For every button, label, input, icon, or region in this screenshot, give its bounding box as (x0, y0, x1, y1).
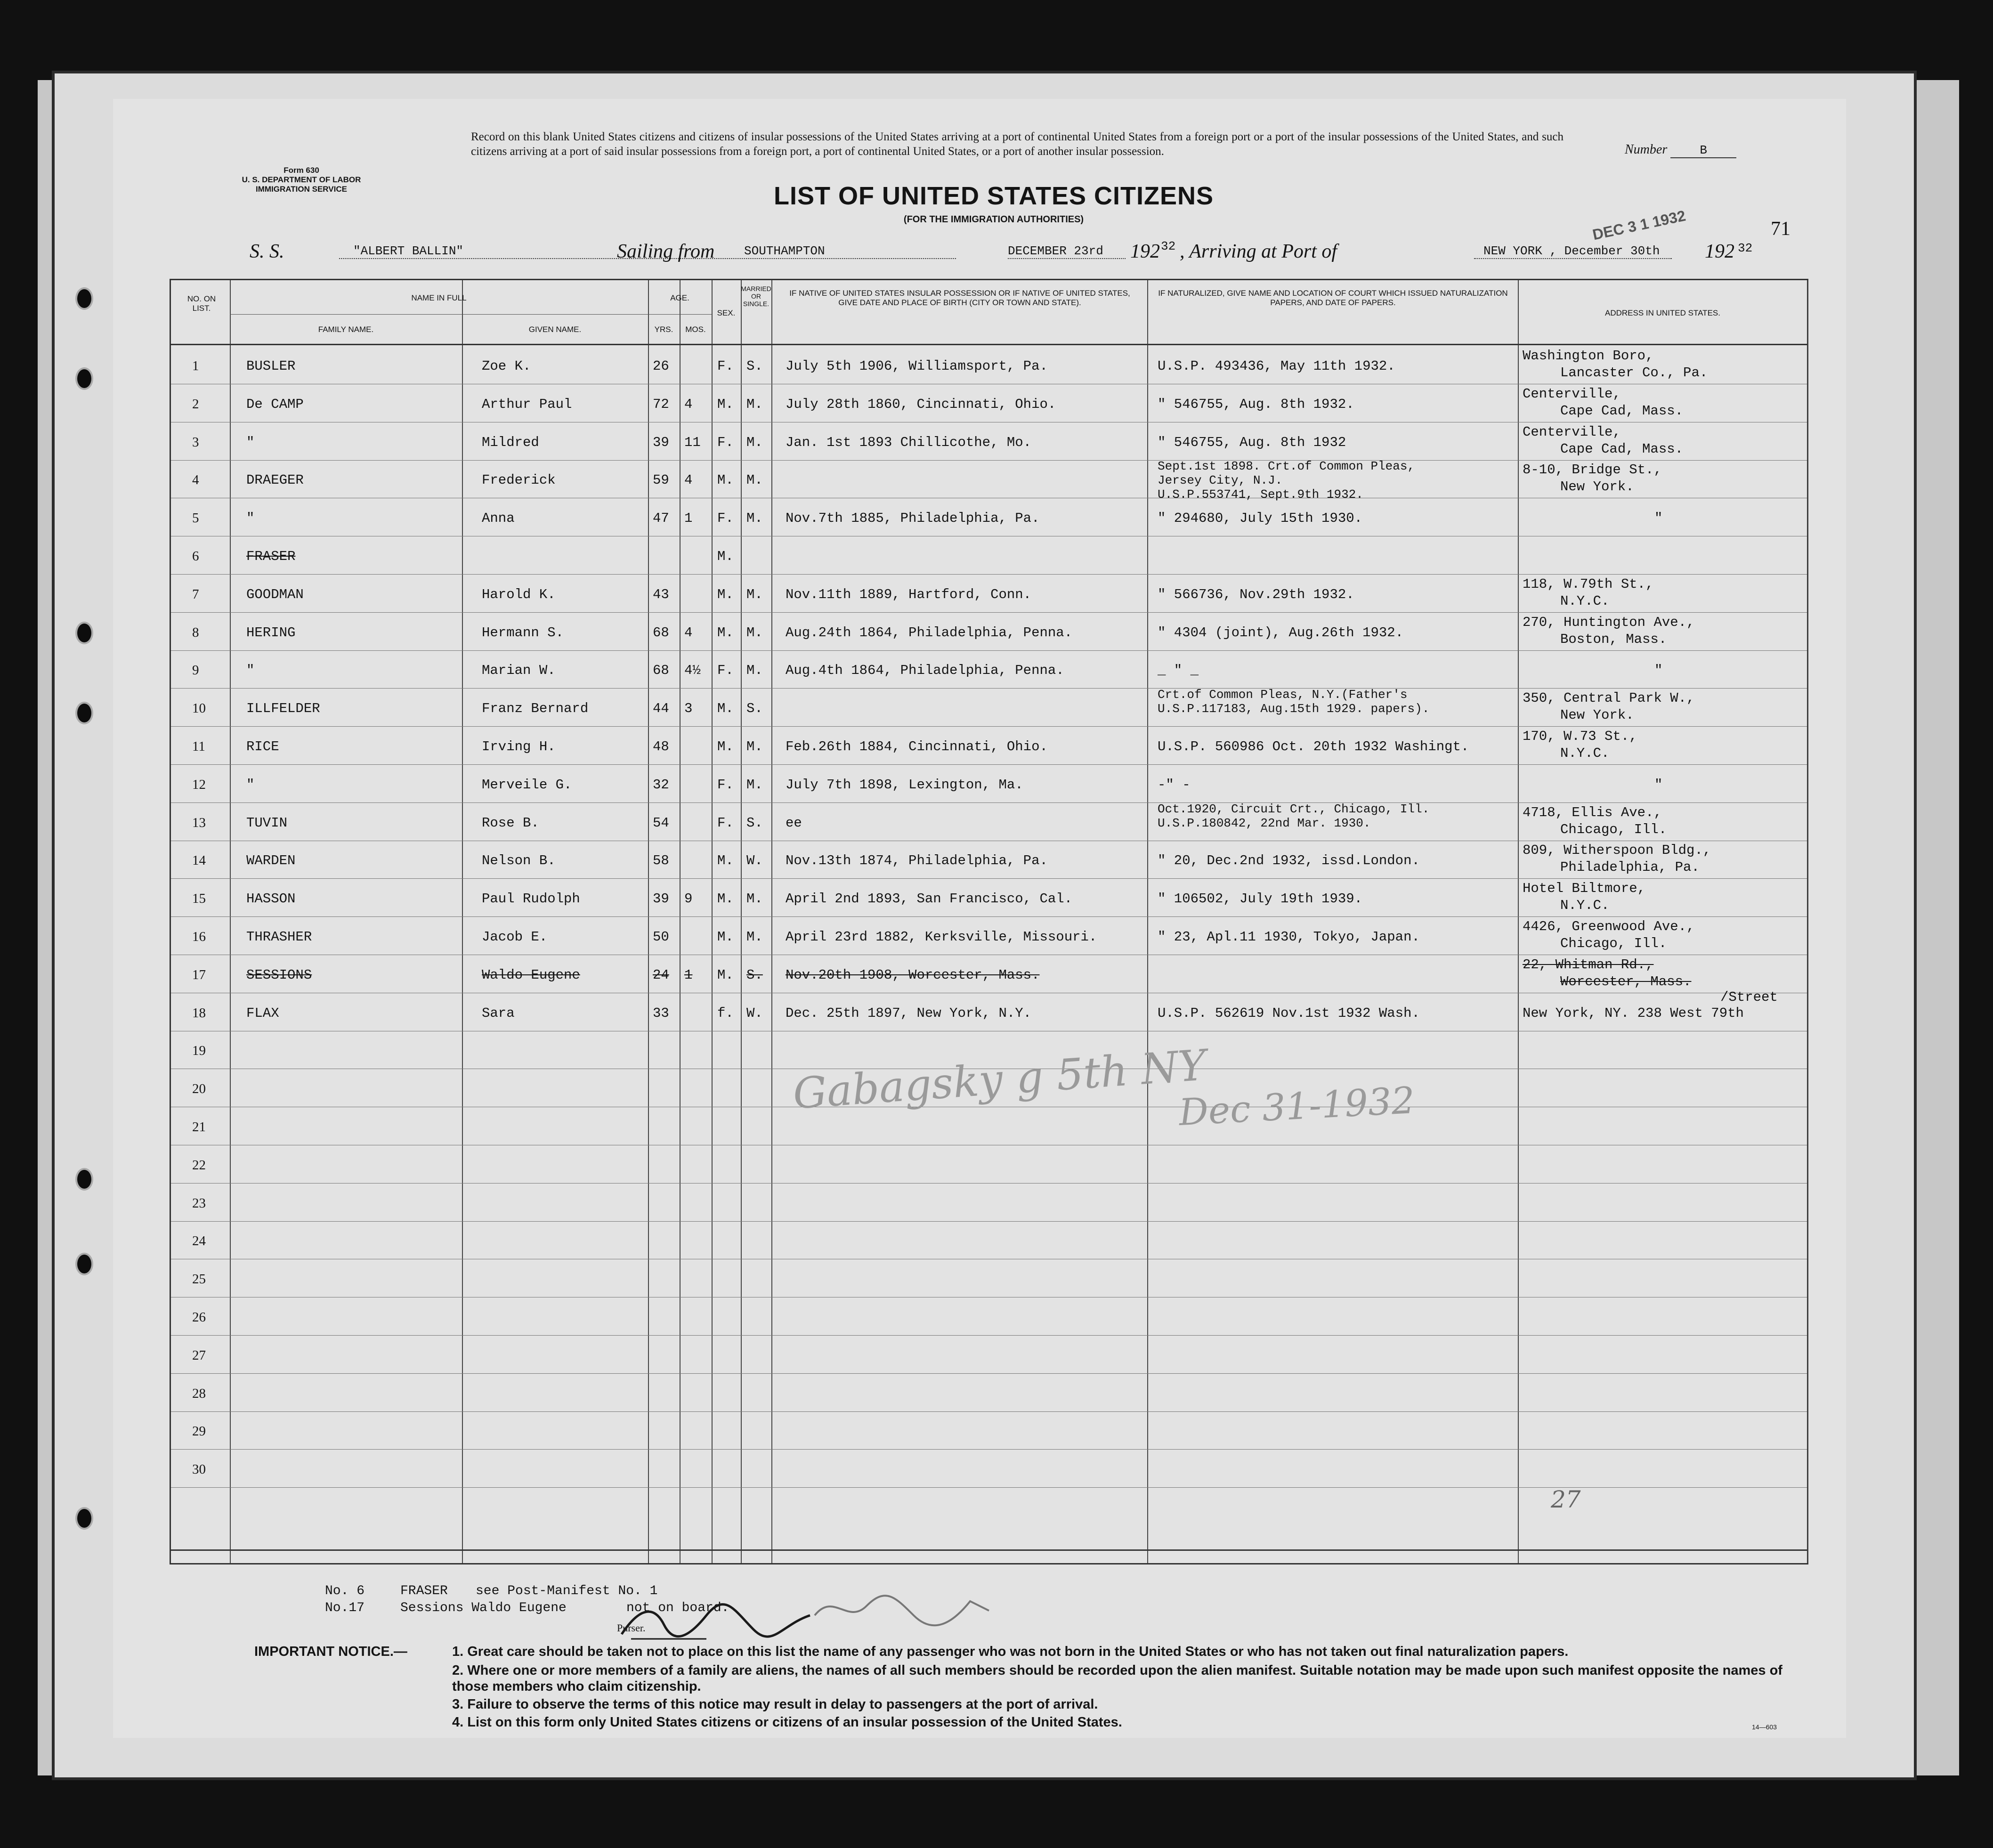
footer-line1-name: FRASER (400, 1584, 448, 1598)
address-line-1: 4426, Greenwood Ave., (1523, 919, 1695, 934)
binder-hole (75, 622, 93, 644)
binder-hole (75, 702, 93, 724)
given-name: Marian W. (482, 663, 556, 679)
table-row (171, 1145, 1807, 1183)
row-number: 21 (192, 1119, 206, 1135)
table-row (171, 803, 1807, 841)
department-name: U. S. DEPARTMENT OF LABOR (242, 175, 361, 184)
row-number: 6 (192, 549, 199, 564)
family-name: " (246, 663, 255, 679)
notice-lead: IMPORTANT NOTICE.— (254, 1644, 407, 1659)
table-row (171, 689, 1807, 726)
given-name: Nelson B. (482, 853, 556, 869)
name-subheader-rule (230, 314, 648, 315)
naturalization-2: U.S.P.117183, Aug.15th 1929. papers). (1158, 702, 1430, 716)
age-years: 68 (653, 624, 669, 640)
given-name: Zoe K. (482, 358, 531, 374)
age-years: 54 (653, 815, 669, 831)
sex: M. (717, 891, 734, 907)
naturalization-1: " 4304 (joint), Aug.26th 1932. (1158, 624, 1404, 640)
arrival-year-prefix: 192 (1705, 241, 1734, 262)
col-header-naturalized: IF NATURALIZED, GIVE NAME AND LOCATION OF COURT WHICH ISSUED NATURALIZATION PAPERS, AND DATE OF PAPERS. (1158, 289, 1508, 307)
inspector-signature (810, 1587, 1008, 1634)
marital-status: M. (746, 434, 763, 450)
naturalization-2: U.S.P.180842, 22nd Mar. 1930. (1158, 816, 1371, 830)
sailing-label: Sailing from (617, 241, 715, 262)
sex: F. (717, 777, 734, 793)
family-name: " (246, 434, 255, 450)
age-months: 9 (684, 891, 693, 907)
table-row (171, 879, 1807, 916)
row-number: 20 (192, 1081, 206, 1097)
birth-info: Nov.7th 1885, Philadelphia, Pa. (786, 511, 1040, 527)
table-row (171, 1374, 1807, 1411)
row-number: 24 (192, 1233, 206, 1249)
marital-status: M. (746, 663, 763, 679)
passenger-table (170, 279, 1808, 1564)
address-line-1: " (1654, 663, 1663, 679)
age-years: 50 (653, 929, 669, 945)
address-line-1: 4718, Ellis Ave., (1523, 804, 1662, 820)
birth-info: July 7th 1898, Lexington, Ma. (786, 777, 1023, 793)
given-name: Franz Bernard (482, 701, 589, 717)
row30-note: 27 (1551, 1486, 1581, 1513)
given-name: Rose B. (482, 815, 539, 831)
footer-line2-no: No.17 (325, 1601, 365, 1615)
address-line-1: 22, Whitman Rd., (1523, 956, 1654, 973)
arrival-year: 32 (1738, 241, 1753, 255)
sailing-year: 32 (1161, 239, 1176, 253)
naturalization-1: _ " _ (1158, 663, 1199, 679)
table-row (171, 841, 1807, 878)
age-months: 3 (684, 701, 693, 717)
birth-info: July 5th 1906, Williamsport, Pa. (786, 358, 1048, 374)
col-header-yrs: YRS. (654, 325, 673, 334)
birth-info: April 2nd 1893, San Francisco, Cal. (786, 891, 1073, 907)
given-name: Jacob E. (482, 929, 548, 945)
age-years: 68 (653, 663, 669, 679)
naturalization-1: Crt.of Common Pleas, N.Y.(Father's (1158, 688, 1408, 702)
footer-line2-text: not on board. (626, 1601, 729, 1615)
sex: f. (717, 1005, 734, 1021)
address-line-2: Worcester, Mass. (1560, 973, 1692, 989)
naturalization-1: Sept.1st 1898. Crt.of Common Pleas, (1158, 459, 1415, 474)
table-row (171, 384, 1807, 422)
form-header-agency (207, 166, 396, 194)
given-name: Irving H. (482, 739, 556, 754)
form-code: 14—603 (1752, 1723, 1777, 1731)
row-number: 29 (192, 1424, 206, 1439)
row-number: 3 (192, 434, 199, 450)
age-years: 26 (653, 358, 669, 374)
family-name: WARDEN (246, 853, 296, 869)
row-number: 9 (192, 663, 199, 678)
address-line-2: Philadelphia, Pa. (1560, 859, 1700, 875)
row-number: 18 (192, 1005, 206, 1021)
given-name: Waldo Eugene (482, 967, 580, 983)
sex: M. (717, 549, 734, 564)
row-number: 7 (192, 586, 199, 602)
naturalization-1: -" - (1158, 777, 1191, 793)
marital-status: M. (746, 739, 763, 754)
naturalization-1: " 106502, July 19th 1939. (1158, 891, 1363, 907)
table-row (171, 989, 1807, 1031)
table-row (171, 498, 1807, 536)
sex: F. (717, 511, 734, 527)
birth-info: ee (786, 815, 802, 831)
table-row (171, 459, 1807, 502)
birth-info: Nov.13th 1874, Philadelphia, Pa. (786, 853, 1048, 869)
col-header-family: FAMILY NAME. (318, 325, 374, 334)
page-subtitle: (FOR THE IMMIGRATION AUTHORITIES) (903, 214, 1084, 225)
row-number: 2 (192, 396, 199, 412)
row-number: 28 (192, 1386, 206, 1401)
age-months: 4 (684, 396, 693, 412)
naturalization-1: " 23, Apl.11 1930, Tokyo, Japan. (1158, 929, 1420, 945)
record-instructions: Record on this blank United States citizens and citizens of insular possessions of the United States arriving at a port of continental United States from a foreign port or a port of the insular possessions of the United States, and such citizens arriving at a port of said insular possessions from a foreign port, a port of continental United States, or a port of another insular possession. (471, 130, 1564, 158)
sex: F. (717, 358, 734, 374)
arriving-label: , Arriving at Port of (1180, 241, 1337, 262)
handwritten-date: Dec 31-1932 (1177, 1079, 1416, 1135)
sex: M. (717, 739, 734, 754)
table-row (171, 613, 1807, 650)
naturalization-2: Jersey City, N.J. (1158, 473, 1283, 488)
binder-hole (75, 1168, 93, 1191)
table-row (171, 1259, 1807, 1297)
sex: M. (717, 853, 734, 869)
family-name: GOODMAN (246, 586, 304, 602)
marital-status: S. (746, 358, 763, 374)
notice-item-2: 2. Where one or more members of a family are aliens, the names of all such members should be recorded upon the alien manifest. Suitable notation may be made upon such manifest opposite the names of those members who claim citizenship. (452, 1663, 1782, 1694)
age-months: 1 (684, 967, 693, 983)
birth-info: April 23rd 1882, Kerksville, Missouri. (786, 929, 1097, 945)
address-line-1: 118, W.79th St., (1523, 576, 1654, 592)
form-number: Form 630 (284, 166, 319, 175)
binder-hole (75, 367, 93, 390)
given-name: Harold K. (482, 586, 556, 602)
marital-status: M. (746, 472, 763, 488)
marital-status: M. (746, 891, 763, 907)
age-years: 39 (653, 891, 669, 907)
age-years: 44 (653, 701, 669, 717)
address-line-1: 170, W.73 St., (1523, 729, 1637, 744)
naturalization-1: Oct.1920, Circuit Crt., Chicago, Ill. (1158, 802, 1430, 816)
row-number: 27 (192, 1347, 206, 1363)
marital-status: M. (746, 586, 763, 602)
address-line-2: Boston, Mass. (1560, 631, 1667, 647)
address-line-1: 270, Huntington Ave., (1523, 614, 1695, 630)
family-name: SESSIONS (246, 967, 312, 983)
ss-label: S. S. (250, 241, 284, 262)
birth-info: Nov.11th 1889, Hartford, Conn. (786, 586, 1032, 602)
table-row (171, 650, 1807, 688)
naturalization-3: U.S.P.553741, Sept.9th 1932. (1158, 487, 1363, 502)
binder-hole (75, 1507, 93, 1530)
sex: F. (717, 663, 734, 679)
address-line-2: New York. (1560, 707, 1634, 723)
age-years: 43 (653, 586, 669, 602)
address-line-1: Centerville, (1523, 386, 1621, 402)
row-number: 1 (192, 358, 199, 373)
table-row (171, 575, 1807, 612)
page-number: 71 (1771, 218, 1790, 240)
address-line-2: Cape Cad, Mass. (1560, 441, 1684, 457)
age-years: 48 (653, 739, 669, 754)
row-number: 12 (192, 777, 206, 792)
age-months: 4 (684, 472, 693, 488)
marital-status: M. (746, 929, 763, 945)
marital-status: S. (746, 701, 763, 717)
birth-info: Nov.20th 1908, Worcester, Mass. (786, 967, 1040, 983)
voyage-line (250, 240, 1804, 268)
age-years: 59 (653, 472, 669, 488)
address-note: /Street (1720, 989, 1778, 1005)
family-name: FLAX (246, 1005, 279, 1021)
table-row (171, 917, 1807, 955)
row-number: 8 (192, 624, 199, 640)
row-number: 17 (192, 967, 206, 982)
handwritten-inspector-note: Gabagsky g 5th NY (791, 1040, 1208, 1119)
table-row (171, 536, 1807, 574)
family-name: FRASER (246, 549, 296, 564)
col-header-given: GIVEN NAME. (528, 325, 582, 334)
family-name: ILLFELDER (246, 701, 320, 717)
birth-info: Aug.4th 1864, Philadelphia, Penna. (786, 663, 1064, 679)
given-name: Sara (482, 1005, 515, 1021)
age-years: 72 (653, 396, 669, 412)
row-number: 15 (192, 891, 206, 907)
binder-hole (75, 1253, 93, 1275)
naturalization-1: " 566736, Nov.29th 1932. (1158, 586, 1354, 602)
age-years: 47 (653, 511, 669, 527)
table-row (171, 1450, 1807, 1487)
address-line-2: New York. (1560, 479, 1634, 495)
marital-status: M. (746, 624, 763, 640)
table-row (171, 1221, 1807, 1259)
purser-label: Purser. (617, 1622, 646, 1634)
col-header-address: ADDRESS IN UNITED STATES. (1605, 308, 1720, 317)
number-label: Number (1625, 142, 1668, 157)
birth-info: Dec. 25th 1897, New York, N.Y. (786, 1005, 1032, 1021)
marital-status: W. (746, 1005, 763, 1021)
sex: F. (717, 434, 734, 450)
row-number: 25 (192, 1272, 206, 1287)
header-rule (171, 344, 1807, 345)
address-line-2: N.Y.C. (1560, 593, 1610, 609)
sex: F. (717, 815, 734, 831)
sex: M. (717, 624, 734, 640)
naturalization-1: " 546755, Aug. 8th 1932. (1158, 396, 1354, 412)
row-number: 14 (192, 853, 206, 868)
row-number: 11 (192, 739, 205, 754)
row-number: 19 (192, 1043, 206, 1059)
birth-info: July 28th 1860, Cincinnati, Ohio. (786, 396, 1056, 412)
table-row (171, 955, 1807, 993)
col-header-name-full: NAME IN FULL (411, 293, 467, 302)
given-name: Paul Rudolph (482, 891, 580, 907)
age-years: 24 (653, 967, 669, 983)
given-name: Merveile G. (482, 777, 572, 793)
address-line-1: " (1654, 777, 1663, 793)
row-number: 10 (192, 701, 206, 716)
family-name: DRAEGER (246, 472, 304, 488)
arrival-port: NEW YORK , December 30th (1474, 244, 1672, 259)
notice-item-4: 4. List on this form only United States citizens or citizens of an insular possession of the United States. (452, 1715, 1122, 1730)
sex: M. (717, 967, 734, 983)
naturalization-1: " 546755, Aug. 8th 1932 (1158, 434, 1346, 450)
naturalization-1: U.S.P. 493436, May 11th 1932. (1158, 358, 1395, 374)
family-name: RICE (246, 739, 279, 754)
row-number: 26 (192, 1310, 206, 1325)
row-number: 5 (192, 511, 199, 526)
sailing-port: SOUTHAMPTON (744, 244, 956, 259)
col-header-no: NO. ON LIST. (187, 294, 216, 313)
family-name: BUSLER (246, 358, 296, 374)
number-field (1625, 142, 1736, 158)
naturalization-1: " 294680, July 15th 1930. (1158, 511, 1363, 527)
birth-info: Aug.24th 1864, Philadelphia, Penna. (786, 624, 1073, 640)
naturalization-1: " 20, Dec.2nd 1932, issd.London. (1158, 853, 1420, 869)
sex: M. (717, 929, 734, 945)
sex: M. (717, 586, 734, 602)
family-name: De CAMP (246, 396, 304, 412)
given-name: Frederick (482, 472, 556, 488)
given-name: Arthur Paul (482, 396, 572, 412)
age-subheader-rule (648, 314, 712, 315)
family-name: " (246, 511, 255, 527)
address-line-2: Cape Cad, Mass. (1560, 403, 1684, 419)
col-header-married: MARRIED OR SINGLE. (741, 285, 771, 308)
col-header-age: AGE. (670, 293, 689, 302)
table-row (171, 1107, 1807, 1145)
address-line-1: New York, NY. 238 West 79th (1523, 1005, 1744, 1021)
sailing-date: DECEMBER 23rd (1008, 244, 1126, 259)
marital-status: M. (746, 511, 763, 527)
col-divider (1807, 280, 1808, 1563)
age-months: 11 (684, 434, 701, 450)
binder-hole (75, 287, 93, 310)
footer-rule (171, 1549, 1807, 1551)
age-months: 1 (684, 511, 693, 527)
family-name: HERING (246, 624, 296, 640)
row-number: 30 (192, 1462, 206, 1477)
naturalization-1: U.S.P. 560986 Oct. 20th 1932 Washingt. (1158, 739, 1469, 754)
family-name: " (246, 777, 255, 793)
address-line-2: Chicago, Ill. (1560, 821, 1667, 837)
table-row (171, 765, 1807, 802)
col-header-mos: MOS. (685, 325, 706, 334)
age-months: 4½ (684, 663, 701, 679)
table-row (171, 1336, 1807, 1373)
age-years: 58 (653, 853, 669, 869)
marital-status: S. (746, 815, 763, 831)
row-number: 23 (192, 1195, 206, 1211)
address-line-1: " (1654, 511, 1663, 527)
sex: M. (717, 472, 734, 488)
address-line-2: N.Y.C. (1560, 898, 1610, 914)
table-row (171, 1411, 1807, 1449)
notice-item-3: 3. Failure to observe the terms of this notice may result in delay to passengers at the port of arrival. (452, 1697, 1098, 1712)
col-header-native: IF NATIVE OF UNITED STATES INSULAR POSSESSION OR IF NATIVE OF UNITED STATES, GIVE DATE AND PLACE OF BIRTH (CITY OR TOWN AND STATE). (789, 289, 1130, 307)
age-years: 32 (653, 777, 669, 793)
row-number: 13 (192, 815, 206, 830)
family-name: THRASHER (246, 929, 312, 945)
address-line-2: Lancaster Co., Pa. (1560, 365, 1708, 381)
birth-info: Jan. 1st 1893 Chillicothe, Mo. (786, 434, 1032, 450)
marital-status: M. (746, 396, 763, 412)
table-row (171, 346, 1807, 384)
service-name: IMMIGRATION SERVICE (256, 185, 347, 194)
marital-status: M. (746, 777, 763, 793)
sailing-year-prefix: 192 (1130, 241, 1160, 262)
number-value: B (1670, 143, 1736, 158)
address-line-1: 8-10, Bridge St., (1523, 462, 1662, 478)
age-years: 33 (653, 1005, 669, 1021)
address-line-1: Washington Boro, (1523, 348, 1654, 364)
ship-name: "ALBERT BALLIN" (339, 244, 777, 259)
col-header-sex: SEX. (717, 308, 736, 317)
address-line-1: Hotel Biltmore, (1523, 881, 1646, 897)
row-number: 16 (192, 929, 206, 944)
sex: M. (717, 701, 734, 717)
marital-status: S. (746, 967, 763, 983)
footer-line2-name: Sessions Waldo Eugene (400, 1601, 567, 1615)
notice-item-1: 1. Great care should be taken not to place on this list the name of any passenger who was not born in the United States or who has not taken out final naturalization papers. (452, 1644, 1569, 1659)
given-name: Hermann S. (482, 624, 564, 640)
age-years: 39 (653, 434, 669, 450)
page-title: LIST OF UNITED STATES CITIZENS (774, 182, 1214, 210)
age-months: 4 (684, 624, 693, 640)
date-stamp: DEC 3 1 1932 (1591, 207, 1687, 243)
sex: M. (717, 396, 734, 412)
row-number: 4 (192, 472, 199, 488)
footer-line1-no: No. 6 (325, 1584, 365, 1598)
address-line-1: 350, Central Park W., (1523, 690, 1695, 706)
family-name: HASSON (246, 891, 296, 907)
row-number: 22 (192, 1157, 206, 1173)
address-line-2: N.Y.C. (1560, 746, 1610, 761)
address-line-1: Centerville, (1523, 424, 1621, 440)
table-row (171, 727, 1807, 764)
address-line-2: Chicago, Ill. (1560, 936, 1667, 951)
table-row (171, 422, 1807, 460)
birth-info: Feb.26th 1884, Cincinnati, Ohio. (786, 739, 1048, 754)
given-name: Anna (482, 511, 515, 527)
footer-line1-text: see Post-Manifest No. 1 (476, 1584, 658, 1598)
given-name: Mildred (482, 434, 539, 450)
address-line-1: 809, Witherspoon Bldg., (1523, 843, 1711, 859)
table-row (171, 1297, 1807, 1335)
table-row (171, 1183, 1807, 1221)
marital-status: W. (746, 853, 763, 869)
naturalization-1: U.S.P. 562619 Nov.1st 1932 Wash. (1158, 1005, 1420, 1021)
family-name: TUVIN (246, 815, 288, 831)
